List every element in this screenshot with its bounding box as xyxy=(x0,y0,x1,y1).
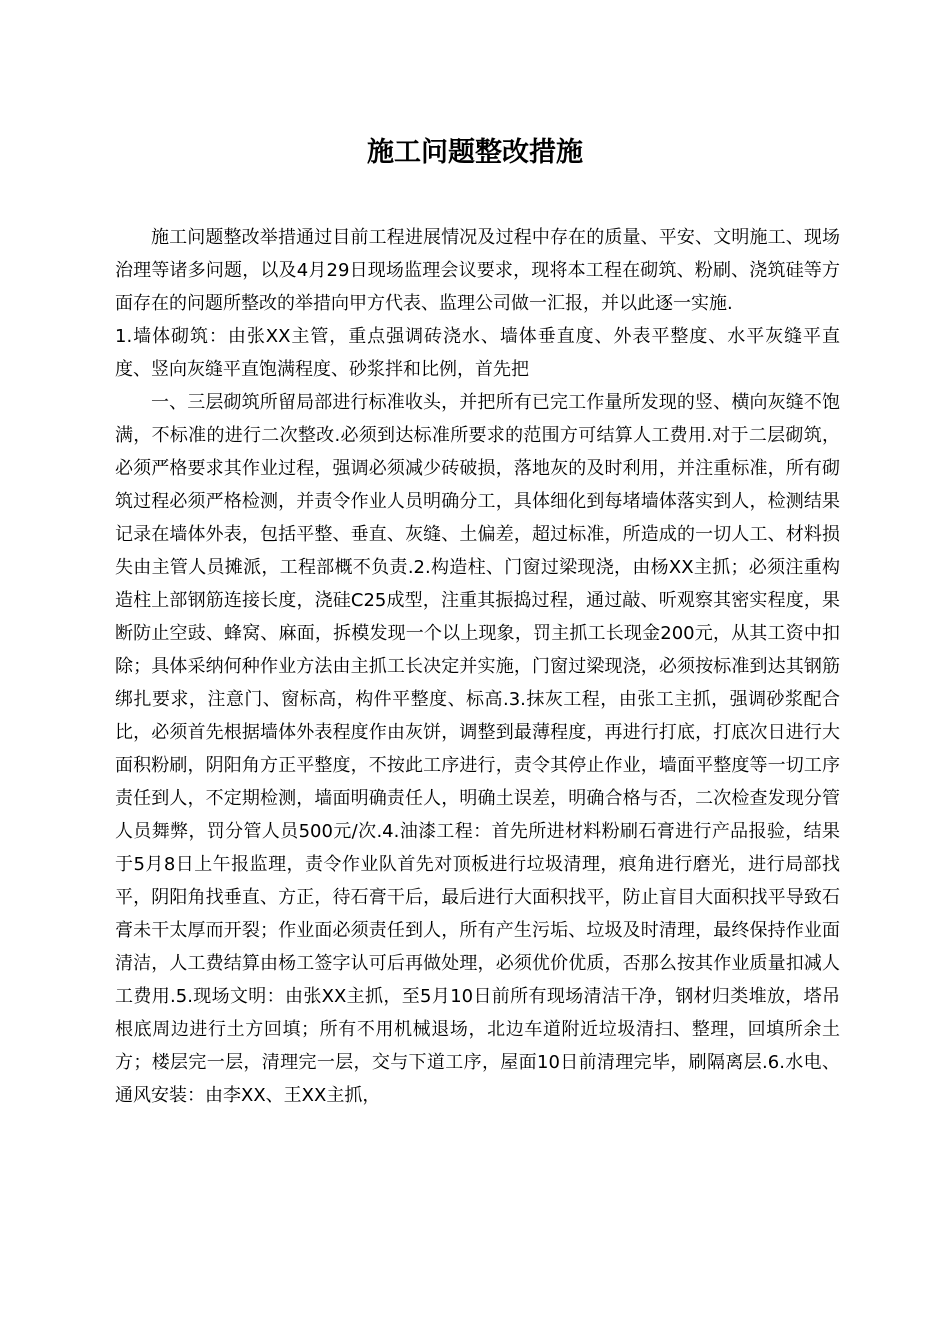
document-body xyxy=(115,221,840,1112)
document-title: 施工问题整改措施 xyxy=(367,137,583,168)
paragraph-intro: 施工问题整改举措通过目前工程进展情况及过程中存在的质量、平安、文明施工、现场治理等诸多问题，以及4月29日现场监理会议要求，现将本工程在砌筑、粉刷、浇筑硅等方面存在的问题所整改的举措向甲方代表、监理公司做一汇报，并以此逐一实施. xyxy=(115,227,840,314)
paragraph-item-1: 1.墙体砌筑：由张XX主管，重点强调砖浇水、墙体垂直度、外表平整度、水平灰缝平直度、竖向灰缝平直饱满程度、砂浆拌和比例，首先把 xyxy=(115,326,840,380)
paragraph-details: 一、三层砌筑所留局部进行标准收头，并把所有已完工作量所发现的竖、横向灰缝不饱满，不标准的进行二次整改.必须到达标准所要求的范围方可结算人工费用.对于二层砌筑，必须严格要求其作业过程，强调必须减少砖破损，落地灰的及时利用，并注重标准，所有砌筑过程必须严格检测，并责令作业人员明确分工，具体细化到每堵墙体落实到人，检测结果记录在墙体外表，包括平整、垂直、灰缝、土偏差，超过标准，所造成的一切人工、材料损失由主管人员摊派，工程部概不负责.2.构造柱、门窗过梁现浇，由杨XX主抓；必须注重构造柱上部钢筋连接长度，浇硅C25成型，注重其振捣过程，通过敲、听观察其密实程度，果断防止空豉、蜂窝、麻面，拆模发现一个以上现象，罚主抓工长现金200元，从其工资中扣除；具体采纳何种作业方法由主抓工长决定并实施，门窗过梁现浇，必须按标准到达其钢筋绑扎要求，注意门、窗标高，构件平整度、标高.3.抹灰工程，由张工主抓，强调砂浆配合比，必须首先根据墙体外表程度作由灰饼，调整到最薄程度，再进行打底，打底次日进行大面积粉刷，阴阳角方正平整度，不按此工序进行，责令其停止作业，墙面平整度等一切工序责任到人，不定期检测，墙面明确责任人，明确土误差，明确合格与否，二次检查发现分管人员舞弊，罚分管人员500元/次.4.油漆工程：首先所进材料粉刷石膏进行产品报验，结果于5月8日上午报监理，责令作业队首先对顶板进行垃圾清理，痕角进行磨光，进行局部找平，阴阳角找垂直、方正，待石膏干后，最后进行大面积找平，防止盲目大面积找平导致石膏未干太厚而开裂；作业面必须责任到人，所有产生污垢、垃圾及时清理，最终保持作业面清洁，人工费结算由杨工签字认可后再做处理，必须优价优质，否那么按其作业质量扣减人工费用.5.现场文明：由张XX主抓，至5月10日前所有现场清洁干净，钢材归类堆放，塔吊根底周边进行土方回填；所有不用机械退场，北边车道附近垃圾清扫、整理，回填所余土方；楼层完一层，清理完一层，交与下道工序，屋面10日前清理完毕，刷隔离层.6.水电、通风安装：由李XX、王XX主抓， xyxy=(115,392,840,1106)
